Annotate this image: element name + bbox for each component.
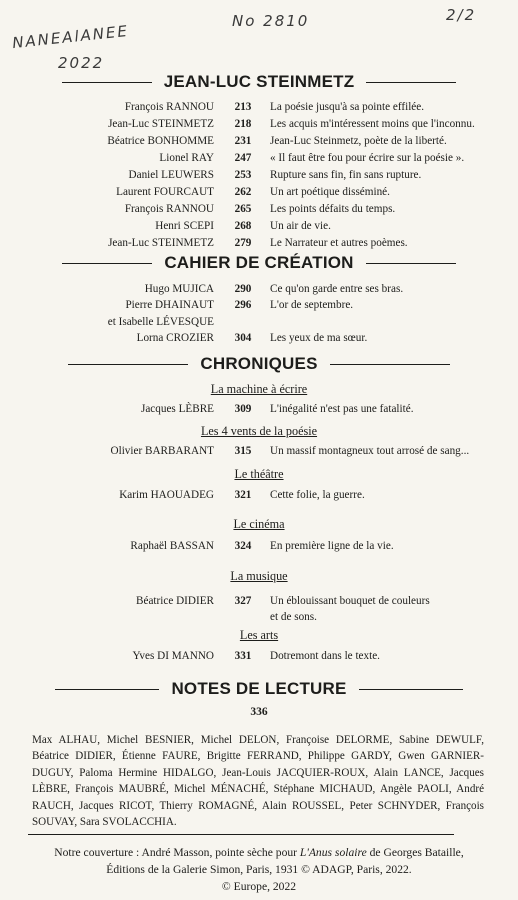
toc-entry (0, 184, 518, 200)
entry-page: 213 (234, 101, 252, 113)
subsection-heading: Le théâtre (234, 467, 284, 481)
section-title: JEAN-LUC STEINMETZ (163, 72, 355, 91)
entry-title: En première ligne de la vie. (270, 540, 394, 552)
handwritten-year: 2022 (58, 54, 105, 72)
entry-page: 324 (234, 540, 252, 552)
entry-page: 309 (234, 403, 252, 415)
entry-page: 315 (234, 445, 252, 457)
entry-author: François RANNOU (124, 203, 214, 215)
toc-entry (0, 150, 518, 166)
entry-page: 262 (234, 186, 252, 198)
footer-credit (0, 844, 518, 895)
rule-left (68, 364, 188, 365)
entry-page: 321 (234, 489, 252, 501)
entry-author: Lorna CROZIER (136, 332, 214, 344)
footer-line-1-b: de Georges Bataille, (366, 846, 464, 859)
entry-author: Karim HAOUADEG (119, 489, 214, 501)
toc-entry (0, 116, 518, 132)
entry-author: Raphaël BASSAN (130, 540, 214, 552)
rule-left (62, 263, 152, 264)
toc-entry (0, 401, 518, 417)
toc-entry (0, 487, 518, 503)
toc-entry (0, 201, 518, 217)
entry-title: L'inégalité n'est pas une fatalité. (270, 403, 414, 415)
toc-entry (0, 538, 518, 554)
entry-title: Les yeux de ma sœur. (270, 332, 368, 344)
footer-rule (28, 834, 454, 835)
entry-title: Un art poétique disséminé. (270, 186, 390, 198)
entry-author: Lionel RAY (159, 152, 214, 164)
subsection-heading: Les 4 vents de la poésie (200, 424, 318, 438)
entry-author: et Isabelle LÉVESQUE (107, 316, 214, 328)
handwritten-number: No 2810 (232, 12, 310, 30)
handwritten-page: 2/2 (446, 6, 477, 24)
entry-author: François RANNOU (124, 101, 214, 113)
entry-author: Pierre DHAINAUT (125, 299, 214, 311)
entry-title: La poésie jusqu'à sa pointe effilée. (270, 101, 425, 113)
entry-title: Rupture sans fin, fin sans rupture. (270, 169, 422, 181)
entry-author: Olivier BARBARANT (110, 445, 214, 457)
footer-line-2: Éditions de la Galerie Simon, Paris, 1931 © ADAGP, Paris, 2022. (106, 863, 412, 876)
section-notes-de-lecture (0, 679, 518, 699)
entry-author: Hugo MUJICA (144, 283, 214, 295)
entry-author: Jean-Luc STEINMETZ (108, 237, 214, 249)
entry-page: 218 (234, 118, 252, 130)
notes-authors-list: Max ALHAU, Michel BESNIER, Michel DELON, Françoise DELORME, Sabine DEWULF, Béatrice DIDIER, Étienne FAURE, Brigitte FERRAND, Philippe GARDY, Gwen GARNIER-DUGUY, Paloma Hermine HIDALGO, Jean-Louis JACQUIER-ROUX, Alain LANCE, Jacques LÈBRE, François MAUBRÉ, Michel MÉNACHÉ, Stéphane MICHAUD, Angèle PAOLI, André RAUCH, Jacques RICOT, Thierry ROMAGNÉ, Alain ROUSSEL, Peter SCHNYDER, François SOUVAY, Sara SVOLACCHIA. (32, 734, 484, 829)
entry-page: 268 (234, 220, 252, 232)
subsection-heading: Le cinéma (233, 517, 285, 531)
toc-entry (0, 648, 518, 664)
section-title: CHRONIQUES (200, 354, 318, 373)
entry-title: Dotremont dans le texte. (270, 650, 380, 662)
rule-left (62, 82, 152, 83)
entry-title: Un massif montagneux tout arrosé de sang... (270, 445, 470, 457)
entry-title: Jean-Luc Steinmetz, poète de la liberté. (270, 135, 447, 147)
entry-page: 265 (234, 203, 252, 215)
toc-entry (0, 99, 518, 115)
entry-page: 331 (234, 650, 252, 662)
entry-page: 247 (234, 152, 252, 164)
entry-author: Jean-Luc STEINMETZ (108, 118, 214, 130)
entry-author: Laurent FOURCAUT (116, 186, 214, 198)
entry-title: Le Narrateur et autres poèmes. (270, 237, 408, 249)
toc-entry (0, 235, 518, 251)
entry-title: L'or de septembre. (270, 299, 354, 311)
entry-title: Les acquis m'intéressent moins que l'inconnu. (270, 118, 475, 130)
entry-title: Un air de vie. (270, 220, 331, 232)
entry-title: Les points défaits du temps. (270, 203, 396, 215)
rule-right (366, 82, 456, 83)
entry-author: Jacques LÈBRE (140, 403, 214, 415)
toc-entry (0, 281, 518, 297)
entry-author: Henri SCEPI (155, 220, 214, 232)
entry-title: Un éblouissant bouquet de couleurs (270, 595, 430, 607)
subsection-heading: Les arts (239, 628, 279, 642)
section-chroniques (0, 354, 518, 374)
section-jean-luc-steinmetz (0, 72, 518, 92)
entry-page: 304 (234, 332, 252, 344)
rule-right (330, 364, 450, 365)
rule-left (55, 689, 159, 690)
entry-author: Yves DI MANNO (132, 650, 214, 662)
toc-entry (0, 167, 518, 183)
toc-entry (0, 593, 518, 623)
footer-line-1 (0, 844, 518, 861)
entry-author: Béatrice DIDIER (136, 595, 214, 607)
entry-page: 327 (234, 595, 252, 607)
handwritten-note: NANEAlANEE (11, 21, 130, 53)
section-title: CAHIER DE CRÉATION (164, 253, 354, 272)
notes-page-number: 336 (250, 706, 268, 718)
entry-page: 231 (234, 135, 252, 147)
entry-author: Béatrice BONHOMME (107, 135, 214, 147)
section-cahier-de-creation (0, 253, 518, 273)
entry-title: Cette folie, la guerre. (270, 489, 365, 501)
entry-title: « Il faut être fou pour écrire sur la poésie ». (270, 152, 465, 164)
section-title: NOTES DE LECTURE (171, 679, 347, 698)
entry-page: 296 (234, 299, 252, 311)
toc-entry (0, 443, 518, 459)
toc-entry (0, 330, 518, 346)
subsection-heading: La machine à écrire (210, 382, 308, 396)
subsection-heading: La musique (230, 569, 288, 583)
rule-right (359, 689, 463, 690)
entry-page: 290 (234, 283, 252, 295)
footer-line-1-a: Notre couverture : André Masson, pointe sèche pour (54, 846, 300, 859)
rule-right (366, 263, 456, 264)
toc-entry (0, 297, 518, 313)
entry-page: 253 (234, 169, 252, 181)
toc-entry (0, 314, 518, 330)
entry-title: Ce qu'on garde entre ses bras. (270, 283, 404, 295)
footer-copyright: © Europe, 2022 (221, 880, 297, 893)
toc-entry (0, 218, 518, 234)
entry-author: Daniel LEUWERS (128, 169, 214, 181)
entry-title-continued: et de sons. (270, 611, 317, 623)
entry-page: 279 (234, 237, 252, 249)
footer-book-title: L'Anus solaire (299, 846, 367, 859)
toc-entry (0, 133, 518, 149)
